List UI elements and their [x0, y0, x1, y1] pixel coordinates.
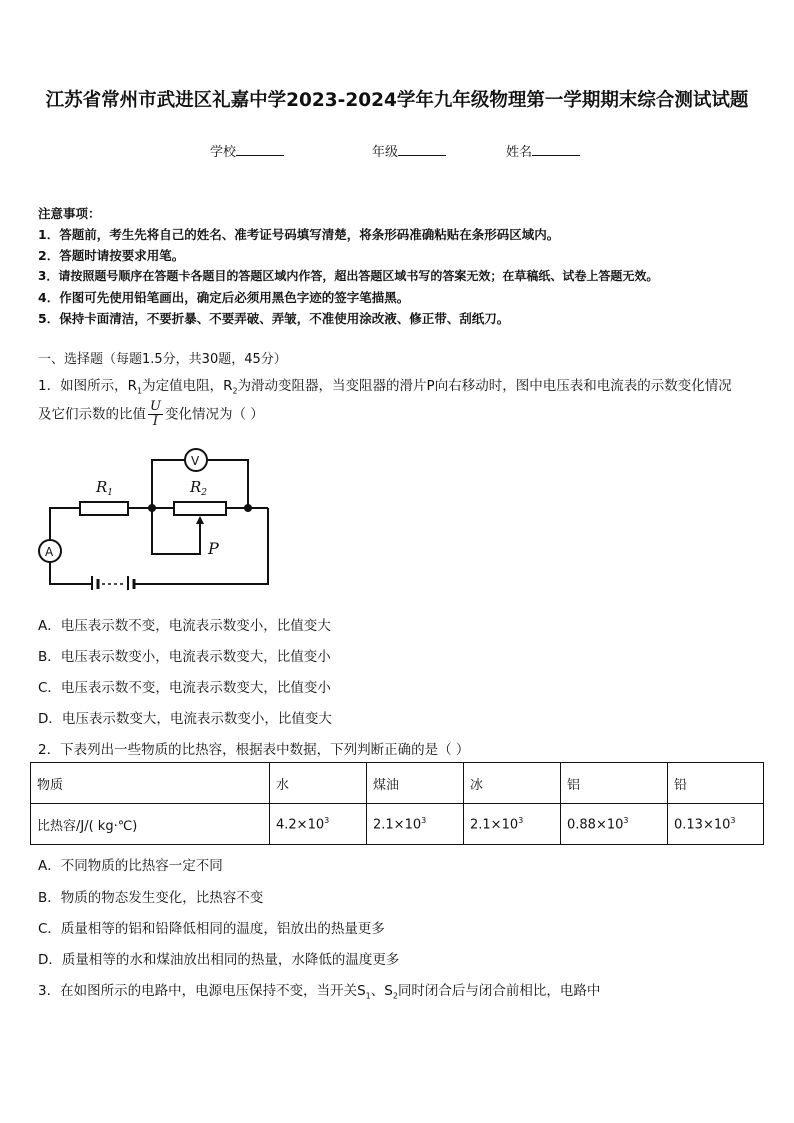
- table-cell: $4.2\times 10^3$: [270, 804, 367, 845]
- table-cell: $2.1\times 10^3$: [367, 804, 464, 845]
- table-cell: 铝: [561, 763, 668, 804]
- table-row: [31, 763, 764, 804]
- section-heading: 一、选择题（每题1.5分，共30题，45分）: [38, 352, 287, 367]
- note-item: 2．答题时请按要求用笔。: [38, 248, 185, 263]
- table-cell: 水: [270, 763, 367, 804]
- q1-option-b: B．电压表示数变小，电流表示数变大，比值变小: [38, 649, 331, 665]
- specific-heat-table: [30, 762, 764, 845]
- note-item: 1．答题前，考生先将自己的姓名、准考证号码填写清楚，将条形码准确粘贴在条形码区域内。: [38, 227, 560, 242]
- circuit-diagram: [34, 444, 274, 590]
- school-field: [210, 141, 284, 160]
- q3-stem: 3．在如图所示的电路中，电源电压保持不变，当开关$S_1$、$S_2$同时闭合后与闭合前相比，电路中: [38, 983, 601, 1001]
- table-cell: 煤油: [367, 763, 464, 804]
- grade-label: 年级: [372, 145, 399, 160]
- name-label: 姓名: [506, 145, 533, 160]
- note-item: 3．请按照题号顺序在答题卡各题目的答题区域内作答，超出答题区域书写的答案无效；在草稿纸、试卷上答题无效。: [38, 269, 659, 283]
- resistor-r2: [174, 502, 226, 515]
- notes-block: [38, 203, 658, 329]
- q1-option-a: A．电压表示数不变，电流表示数变小，比值变大: [38, 618, 331, 634]
- school-blank: [236, 143, 284, 156]
- table-cell: 比热容/J/( kg·℃): [31, 804, 270, 845]
- notes-heading: 注意事项：: [38, 206, 101, 221]
- note-item: 4．作图可先使用铅笔画出，确定后必须用黑色字迹的签字笔描黑。: [38, 290, 410, 305]
- q2-option-c: C．质量相等的铝和铅降低相同的温度，铝放出的热量更多: [38, 921, 385, 937]
- resistor-r1: [80, 502, 128, 515]
- q1-stem-line2: 及它们示数的比值 $\frac{U}{I}$ 变化情况为（ ）: [38, 399, 264, 429]
- svg-text:R2: $R_2$: [190, 478, 208, 498]
- table-row: [31, 804, 764, 845]
- exam-title: 江苏省常州市武进区礼嘉中学2023-2024学年九年级物理第一学期期末综合测试试题: [45, 90, 749, 111]
- table-cell: $0.88\times 10^3$: [561, 804, 668, 845]
- u-over-i-fraction: $\frac{U}{I}$: [150, 399, 161, 429]
- name-field: [506, 141, 580, 160]
- name-blank: [532, 143, 580, 156]
- q2-option-b: B．物质的物态发生变化，比热容不变: [38, 890, 264, 906]
- svg-text:P: P: [208, 539, 219, 558]
- table-cell: 物质: [31, 763, 270, 804]
- grade-field: [372, 141, 446, 160]
- q2-option-d: D．质量相等的水和煤油放出相同的热量，水降低的温度更多: [38, 952, 400, 968]
- q1-option-c: C．电压表示数不变，电流表示数变大，比值变小: [38, 680, 331, 696]
- table-cell: $2.1\times 10^3$: [464, 804, 561, 845]
- q1-option-d: D．电压表示数变大，电流表示数变小，比值变大: [38, 711, 332, 727]
- svg-text:R1: $R_1$: [96, 478, 114, 498]
- svg-text:A: A: [45, 545, 54, 559]
- note-item: 5．保持卡面清洁，不要折暴、不要弄破、弄皱，不准使用涂改液、修正带、刮纸刀。: [38, 311, 510, 326]
- q2-stem: 2．下表列出一些物质的比热容，根据表中数据，下列判断正确的是（ ）: [38, 742, 470, 758]
- grade-blank: [398, 143, 446, 156]
- table-cell: 铅: [668, 763, 764, 804]
- q1-stem-line1: 1．如图所示，$R_1$为定值电阻，$R_2$为滑动变阻器，当变阻器的滑片P向右移动时，图中电压表和电流表的示数变化情况: [38, 378, 732, 396]
- table-cell: $0.13\times 10^3$: [668, 804, 764, 845]
- q2-option-a: A．不同物质的比热容一定不同: [38, 858, 223, 874]
- svg-text:V: V: [191, 454, 200, 468]
- school-label: 学校: [210, 145, 237, 160]
- table-cell: 冰: [464, 763, 561, 804]
